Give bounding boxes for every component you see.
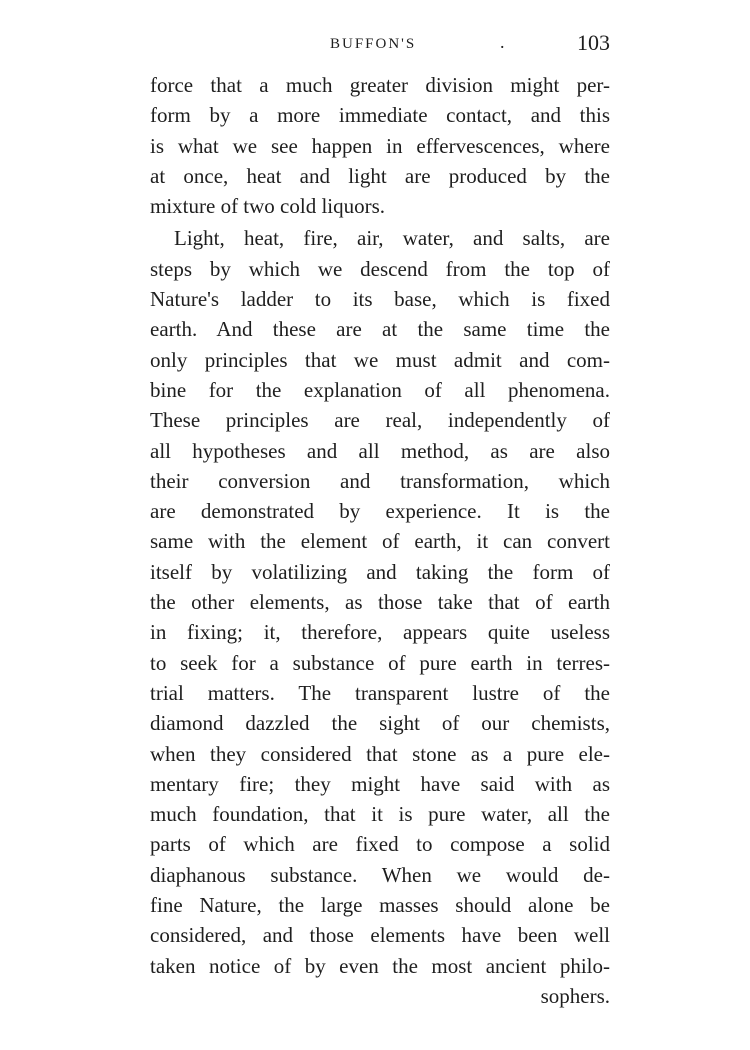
- page-number: 103: [577, 30, 610, 55]
- text-line: sophers.: [540, 983, 610, 1008]
- text-line: mixture of two cold liquors.: [150, 194, 386, 219]
- paragraph-1: [150, 70, 610, 221]
- text-line: mentary fire; they might have said with as: [150, 771, 610, 796]
- text-line: are demonstrated by experience. It is the: [150, 499, 610, 524]
- text-line: bine for the explanation of all phenomena.: [150, 377, 610, 402]
- text-line: when they considered that stone as a pure ele-: [150, 741, 610, 766]
- text-line: Nature's ladder to its base, which is fixed: [150, 287, 610, 312]
- text-line: only principles that we must admit and com-: [150, 347, 610, 372]
- text-line: taken notice of by even the most ancient philo-: [150, 953, 610, 978]
- text-line: itself by volatilizing and taking the form of: [150, 559, 610, 584]
- text-line: their conversion and transformation, which: [150, 468, 610, 493]
- text-line: the other elements, as those take that of earth: [150, 590, 610, 615]
- running-head: [150, 30, 610, 60]
- body-text: [150, 70, 610, 1011]
- text-line: parts of which are fixed to compose a solid: [150, 832, 610, 857]
- text-line: earth. And these are at the same time the: [150, 317, 610, 342]
- text-line: in fixing; it, therefore, appears quite useless: [150, 620, 610, 645]
- paragraph-2: [150, 223, 610, 1011]
- running-head-dot: .: [500, 32, 505, 52]
- text-line: to seek for a substance of pure earth in terres-: [150, 650, 610, 675]
- text-line: considered, and those elements have been well: [150, 923, 610, 948]
- text-line: These principles are real, independently of: [150, 408, 610, 433]
- text-line: diamond dazzled the sight of our chemists,: [150, 711, 610, 736]
- text-line: same with the element of earth, it can convert: [150, 529, 610, 554]
- text-line: trial matters. The transparent lustre of the: [150, 680, 610, 705]
- text-line: diaphanous substance. When we would de-: [150, 862, 610, 887]
- text-line: fine Nature, the large masses should alone be: [150, 893, 610, 918]
- text-line: much foundation, that it is pure water, all the: [150, 802, 610, 827]
- text-line: Light, heat, fire, air, water, and salts, are: [174, 226, 610, 251]
- text-line: at once, heat and light are produced by the: [150, 163, 610, 188]
- text-line: is what we see happen in effervescences, where: [150, 133, 610, 158]
- text-line: form by a more immediate contact, and this: [150, 103, 610, 128]
- running-title: BUFFON'S: [330, 36, 417, 52]
- text-line: force that a much greater division might per-: [150, 73, 610, 97]
- text-line: all hypotheses and all method, as are also: [150, 438, 610, 463]
- text-line: steps by which we descend from the top of: [150, 256, 610, 281]
